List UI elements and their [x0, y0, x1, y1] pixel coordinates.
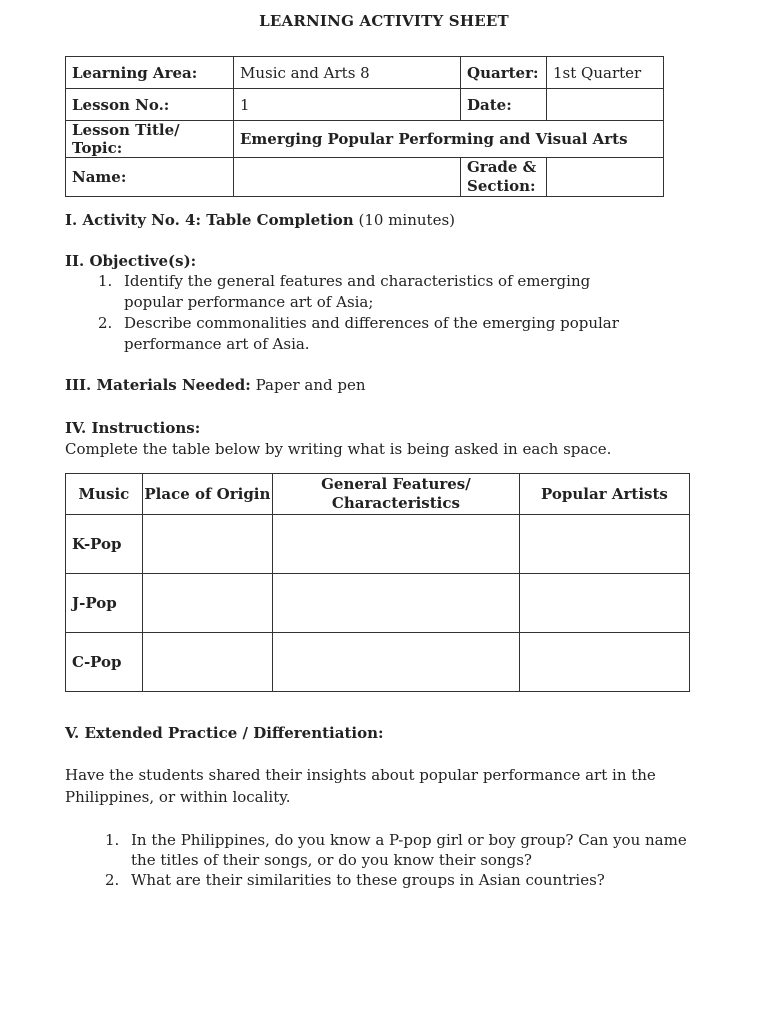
- date-field[interactable]: [547, 89, 664, 121]
- extended-heading: V. Extended Practice / Differentiation:: [65, 724, 384, 742]
- answer-cell[interactable]: [272, 515, 519, 574]
- grade-section-label: [461, 158, 547, 197]
- materials-heading: III. Materials Needed:: [65, 376, 251, 394]
- objectives-heading: II. Objective(s):: [65, 252, 197, 270]
- answer-cell[interactable]: [272, 574, 519, 633]
- col-header-features-line1: General Features/: [321, 475, 471, 493]
- answer-cell[interactable]: [272, 633, 519, 692]
- table-row: [66, 633, 690, 692]
- list-text: In the Philippines, do you know a P-pop girl or boy group? Can you name the titles of their songs, or do you know their songs?: [131, 831, 687, 869]
- col-header-origin: Place of Origin: [142, 474, 272, 515]
- col-header-music: Music: [66, 474, 143, 515]
- list-text: Describe commonalities and differences of the emerging popular performance art of Asia.: [124, 314, 619, 353]
- col-header-features-line2: Characteristics: [331, 494, 460, 512]
- answer-cell[interactable]: [519, 574, 689, 633]
- list-number: 2.: [98, 314, 113, 332]
- table-row: [66, 515, 690, 574]
- name-label: Name:: [66, 158, 234, 197]
- completion-table: [65, 473, 690, 692]
- quarter-label: Quarter:: [461, 57, 547, 89]
- list-item: [98, 313, 644, 355]
- list-item: [98, 271, 644, 313]
- lesson-no-value: 1: [234, 89, 461, 121]
- instructions-heading: IV. Instructions:: [65, 419, 201, 437]
- materials-text: Paper and pen: [250, 376, 366, 394]
- lesson-title-value: Emerging Popular Performing and Visual Arts: [234, 121, 664, 158]
- list-number: 1.: [105, 831, 120, 849]
- learning-area-label: Learning Area:: [66, 57, 234, 89]
- quarter-value: 1st Quarter: [547, 57, 664, 89]
- answer-cell[interactable]: [142, 633, 272, 692]
- list-item: [105, 870, 701, 890]
- col-header-artists: Popular Artists: [519, 474, 689, 515]
- activity-duration: (10 minutes): [353, 211, 455, 229]
- grade-label: Grade &: [467, 158, 537, 176]
- list-item: [105, 830, 701, 870]
- answer-cell[interactable]: [519, 633, 689, 692]
- extended-paragraph: Have the students shared their insights about popular performance art in the Philippines, or within locality.: [65, 766, 656, 806]
- col-header-features: [272, 474, 519, 515]
- activity-title: I. Activity No. 4: Table Completion: [65, 211, 354, 229]
- answer-cell[interactable]: [142, 574, 272, 633]
- row-label: J-Pop: [66, 574, 143, 633]
- learning-area-value: Music and Arts 8: [234, 57, 461, 89]
- row-label: K-Pop: [66, 515, 143, 574]
- list-number: 2.: [105, 871, 120, 889]
- list-text: What are their similarities to these groups in Asian countries?: [131, 871, 605, 889]
- materials-line: [65, 376, 366, 394]
- answer-cell[interactable]: [142, 515, 272, 574]
- grade-section-field[interactable]: [547, 158, 664, 197]
- document-title: LEARNING ACTIVITY SHEET: [259, 12, 509, 30]
- lesson-no-label: Lesson No.:: [66, 89, 234, 121]
- section-label: Section:: [467, 177, 536, 195]
- list-number: 1.: [98, 272, 113, 290]
- lesson-info-table: [65, 56, 664, 197]
- lesson-title-label: Lesson Title/ Topic:: [66, 121, 234, 158]
- activity-heading: [65, 211, 455, 229]
- name-field[interactable]: [234, 158, 461, 197]
- instructions-text: Complete the table below by writing what is being asked in each space.: [65, 440, 612, 458]
- row-label: C-Pop: [66, 633, 143, 692]
- answer-cell[interactable]: [519, 515, 689, 574]
- date-label: Date:: [461, 89, 547, 121]
- extended-list: [105, 830, 701, 890]
- list-text: Identify the general features and characteristics of emerging popular performance art of Asia;: [124, 272, 591, 311]
- objectives-list: [98, 271, 644, 355]
- table-row: [66, 574, 690, 633]
